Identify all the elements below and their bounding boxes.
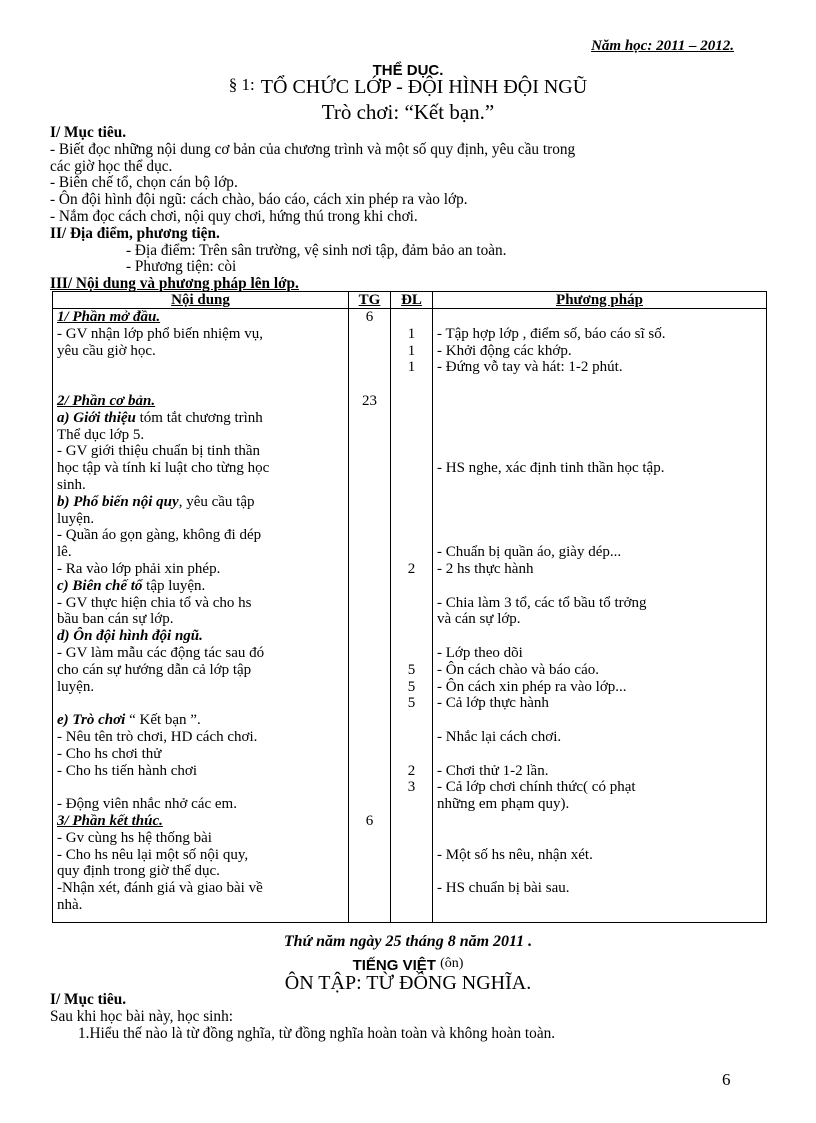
count-value: 1 <box>407 342 416 359</box>
method-line <box>437 527 762 544</box>
count-column <box>391 309 433 923</box>
count-value <box>395 527 428 544</box>
time-value <box>353 477 386 494</box>
count-value <box>395 427 428 444</box>
method-line: - 2 hs thực hành <box>437 560 534 577</box>
content-line <box>57 779 344 796</box>
count-value: 2 <box>407 762 416 779</box>
count-value <box>395 796 428 813</box>
game-title <box>0 100 816 125</box>
count-value <box>395 847 428 864</box>
content-line <box>57 410 344 427</box>
count-value <box>395 628 428 645</box>
method-line: - Đứng vỗ tay và hát: 1-2 phút. <box>437 359 623 376</box>
count-value <box>395 645 428 662</box>
header-method: Phương pháp <box>433 292 767 309</box>
content-line: -Nhận xét, đánh giá và giao bài về <box>57 880 263 897</box>
count-value <box>395 578 428 595</box>
method-line: - HS nghe, xác định tinh thần học tập. <box>437 460 665 477</box>
method-line <box>437 712 762 729</box>
time-value <box>353 746 386 763</box>
method-line: - Cả lớp chơi chính thức( có phạt <box>437 779 636 796</box>
content-line: d) Ôn đội hình đội ngũ. <box>57 628 203 645</box>
time-value <box>353 527 386 544</box>
method-line: và cán sự lớp. <box>437 611 521 628</box>
time-value <box>353 779 386 796</box>
content-line <box>57 494 344 511</box>
time-value <box>353 847 386 864</box>
method-line: - Khởi động các khớp. <box>437 342 572 359</box>
time-value: 6 <box>365 309 374 325</box>
time-value <box>353 611 386 628</box>
content-line: nhà. <box>57 896 83 913</box>
count-value <box>395 863 428 880</box>
lesson2-title: ÔN TẬP: TỪ ĐỒNG NGHĨA. <box>284 972 532 994</box>
content-line: - GV làm mẫu các động tác sau đó <box>57 644 265 661</box>
time-value <box>353 880 386 897</box>
content-line <box>57 695 344 712</box>
content-column <box>53 309 349 923</box>
lesson-title <box>0 76 816 99</box>
count-value <box>395 393 428 410</box>
method-line: - HS chuẩn bị bài sau. <box>437 880 570 897</box>
count-value <box>395 494 428 511</box>
count-value <box>395 595 428 612</box>
count-value: 2 <box>407 560 416 577</box>
method-line <box>437 393 762 410</box>
count-value <box>395 880 428 897</box>
count-value <box>395 830 428 847</box>
objectives-section <box>50 125 575 293</box>
location-line: - Phương tiện: còi <box>126 258 237 276</box>
time-value <box>353 443 386 460</box>
time-value <box>353 695 386 712</box>
time-value <box>353 376 386 393</box>
game-prefix: Trò chơi: <box>321 100 405 124</box>
count-value <box>395 460 428 477</box>
method-line: - Chuẩn bị quần áo, giày dép... <box>437 544 622 561</box>
time-value <box>353 511 386 528</box>
time-value <box>353 863 386 880</box>
objectives-heading: I/ Mục tiêu. <box>50 124 127 141</box>
table-header-row <box>53 292 767 309</box>
count-value <box>395 443 428 460</box>
content-line: - GV giới thiệu chuẩn bị tinh thần <box>57 443 261 460</box>
content-line: - Cho hs tiến hành chơi <box>57 762 197 779</box>
time-value <box>353 359 386 376</box>
method-column <box>433 309 767 923</box>
method-line: - Ôn cách chào và báo cáo. <box>437 661 599 678</box>
content-line: cho cán sự hướng dẫn cả lớp tập <box>57 661 252 678</box>
section-mark: § 1: <box>228 75 255 94</box>
content-text: “ Kết bạn ”. <box>125 712 201 729</box>
content-line: - Cho hs chơi thử <box>57 745 162 762</box>
objective-line: - Ôn đội hình đội ngũ: cách chào, báo cáo, cách xin phép ra vào lớp. <box>50 191 468 209</box>
lesson2-objectives-heading: I/ Mục tiêu. <box>50 991 127 1008</box>
method-line <box>437 813 762 830</box>
lesson2-intro: Sau khi học bài này, học sinh: <box>50 1007 233 1025</box>
lesson-title-text: TỔ CHỨC LỚP - ĐỘI HÌNH ĐỘI NGŨ <box>260 76 588 98</box>
time-value <box>353 427 386 444</box>
content-line: học tập và tính kỉ luật cho từng học <box>57 460 270 477</box>
content-line <box>57 359 344 376</box>
time-value: 23 <box>362 392 377 409</box>
header-count: ĐL <box>391 292 433 309</box>
objective-line: - Nắm đọc cách chơi, nội quy chơi, hứng thú trong khi chơi. <box>50 207 418 225</box>
content-line: bầu ban cán sự lớp. <box>57 611 174 628</box>
time-value <box>353 662 386 679</box>
count-value <box>395 897 428 914</box>
method-line: - Chơi thử 1-2 lần. <box>437 762 549 779</box>
content-line: 2/ Phần cơ bản. <box>57 392 156 409</box>
time-value: 6 <box>365 812 374 829</box>
method-line <box>437 511 762 528</box>
content-subheading: b) Phổ biến nội quy <box>57 493 179 510</box>
time-value <box>353 460 386 477</box>
count-value <box>395 746 428 763</box>
time-value <box>353 343 386 360</box>
method-line <box>437 897 762 914</box>
time-value <box>353 830 386 847</box>
method-line: - Cả lớp thực hành <box>437 695 549 712</box>
method-line: - Lớp theo dõi <box>437 644 523 661</box>
time-value <box>353 494 386 511</box>
time-value <box>353 712 386 729</box>
lesson2-subject-name: TIẾNG VIỆT <box>352 957 436 974</box>
content-line: - Nêu tên trò chơi, HD cách chơi. <box>57 728 258 745</box>
time-value <box>353 796 386 813</box>
content-line: - Cho hs nêu lại một số nội quy, <box>57 846 249 863</box>
objective-line: - Biết đọc những nội dung cơ bản của chương trình và một số quy định, yêu cầu trong <box>50 140 576 158</box>
content-line: - GV nhận lớp phổ biến nhiệm vụ, <box>57 325 263 342</box>
header-time: TG <box>349 292 391 309</box>
count-value <box>395 309 428 326</box>
count-value <box>395 729 428 746</box>
content-line: - Động viên nhắc nhở các em. <box>57 796 237 813</box>
content-text: , yêu cầu tập <box>178 493 255 510</box>
count-value: 3 <box>407 779 416 796</box>
count-value: 5 <box>407 661 416 678</box>
count-value <box>395 477 428 494</box>
content-line: - Gv cùng hs hệ thống bài <box>57 829 212 846</box>
content-line: quy định trong giờ thể dục. <box>57 863 220 880</box>
method-line <box>437 830 762 847</box>
method-line <box>437 746 762 763</box>
lesson2-date: Thứ năm ngày 25 tháng 8 năm 2011 . <box>283 933 533 950</box>
method-line: những em phạm quy). <box>437 796 570 813</box>
content-text: tập luyện. <box>142 577 206 594</box>
location-line: - Địa điểm: Trên sân trường, vệ sinh nơi tập, đảm bảo an toàn. <box>126 241 507 259</box>
content-line: - Quần áo gọn gàng, không đi dép <box>57 527 262 544</box>
method-line: - Nhắc lại cách chơi. <box>437 728 562 745</box>
header-content: Nội dung <box>53 292 349 309</box>
method-line <box>437 410 762 427</box>
count-value <box>395 611 428 628</box>
count-value: 5 <box>407 678 416 695</box>
lesson-plan-table <box>52 291 767 923</box>
count-value <box>395 511 428 528</box>
method-line <box>437 578 762 595</box>
method-line <box>437 443 762 460</box>
content-line: - GV thực hiện chia tổ và cho hs <box>57 594 252 611</box>
content-subheading: e) Trò chơi <box>57 712 126 729</box>
content-line: luyện. <box>57 510 95 527</box>
time-value <box>353 326 386 343</box>
content-line: 1/ Phần mở đầu. <box>57 309 161 325</box>
method-line <box>437 376 762 393</box>
time-value <box>353 578 386 595</box>
content-line: luyện. <box>57 678 95 695</box>
content-line: - Ra vào lớp phải xin phép. <box>57 560 221 577</box>
content-line <box>57 376 344 393</box>
location-heading: II/ Địa điểm, phương tiện. <box>50 224 220 242</box>
content-line: sinh. <box>57 476 86 493</box>
content-heading: III/ Nội dung và phương pháp lên lớp. <box>50 275 299 293</box>
time-value <box>353 763 386 780</box>
count-value <box>395 813 428 830</box>
objective-line: - Biên chế tổ, chọn cán bộ lớp. <box>50 174 238 192</box>
time-value <box>353 897 386 914</box>
lesson2-subject-tag: (ôn) <box>440 956 464 971</box>
count-value: 1 <box>407 325 416 342</box>
time-value <box>353 561 386 578</box>
lesson2-item: 1.Hiểu thế nào là từ đồng nghĩa, từ đồng nghĩa hoàn toàn và không hoàn toàn. <box>78 1024 556 1042</box>
school-year: Năm học: 2011 – 2012. <box>591 38 734 54</box>
method-line <box>437 309 762 326</box>
method-line: - Chia làm 3 tổ, các tổ bầu tổ trởng <box>437 594 647 611</box>
content-line: 3/ Phần kết thúc. <box>57 812 163 829</box>
page-number: 6 <box>722 1070 731 1089</box>
count-value <box>395 712 428 729</box>
content-line: Thể dục lớp 5. <box>57 426 145 443</box>
time-value <box>353 679 386 696</box>
table-body-row <box>53 309 767 923</box>
content-line <box>57 712 344 729</box>
time-value <box>353 410 386 427</box>
subject-heading: THỂ DỤC. <box>372 62 444 79</box>
time-value <box>353 595 386 612</box>
lesson2-objectives <box>50 992 555 1042</box>
method-line: - Tập hợp lớp , điểm số, báo cáo sĩ số. <box>437 325 666 342</box>
content-line <box>57 578 344 595</box>
content-line: yêu cầu giờ học. <box>57 342 156 359</box>
count-value <box>395 544 428 561</box>
content-subheading: a) Giới thiệu <box>57 409 136 426</box>
time-value <box>353 544 386 561</box>
method-line <box>437 427 762 444</box>
count-value: 1 <box>407 359 416 376</box>
method-line: - Một số hs nêu, nhận xét. <box>437 846 593 863</box>
count-value <box>395 376 428 393</box>
count-value: 5 <box>407 695 416 712</box>
content-subheading: c) Biên chế tổ <box>57 577 143 594</box>
time-value <box>353 628 386 645</box>
time-value <box>353 729 386 746</box>
method-line <box>437 477 762 494</box>
time-value <box>353 645 386 662</box>
content-line: lê. <box>57 544 72 561</box>
content-text: tóm tắt chương trình <box>135 409 263 426</box>
method-line <box>437 494 762 511</box>
game-name: “Kết bạn.” <box>404 100 495 124</box>
count-value <box>395 410 428 427</box>
objective-line: các giờ học thể dục. <box>50 157 173 175</box>
method-line: - Ôn cách xin phép ra vào lớp... <box>437 678 627 695</box>
time-column <box>349 309 391 923</box>
method-line <box>437 863 762 880</box>
method-line <box>437 628 762 645</box>
